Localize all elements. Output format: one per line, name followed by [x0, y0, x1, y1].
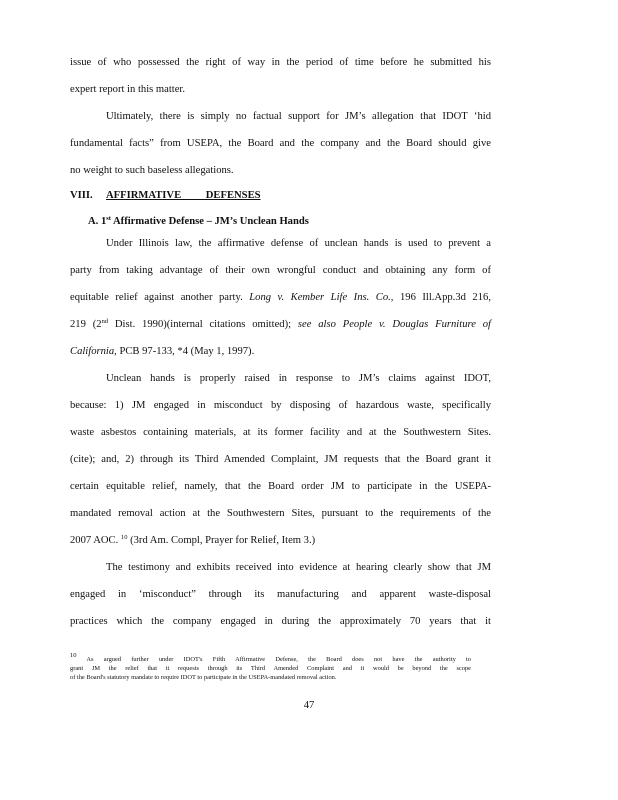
body-line: engaged in ‘misconduct” through its manufacturing and apparent waste-disposal — [70, 589, 491, 600]
section-heading: AFFIRMATIVE DEFENSES — [106, 190, 261, 201]
ordinal-superscript: st — [106, 215, 111, 222]
body-text: Dist. 1990)(internal citations omitted); — [114, 319, 292, 330]
footnote-line — [70, 652, 471, 664]
case-citation: see also People v. Douglas Furniture of — [297, 319, 491, 330]
footnote-line: grant JM the relief that it requests through its Third Amended Complaint and it would be beyond the scope — [70, 665, 471, 672]
footnote-reference: 10 — [120, 534, 128, 541]
body-text: 219 (2 — [70, 319, 102, 330]
footnote-text: As argued further under IDOT's Fifth Affirmative Defense, the Board does not have the authority to — [86, 656, 471, 663]
paragraph-first-line: Under Illinois law, the affirmative defense of unclean hands is used to prevent a — [106, 238, 491, 249]
body-line: party from taking advantage of their own wrongful conduct and obtaining any form of — [70, 265, 491, 276]
body-line: certain equitable relief, namely, that the Board order JM to participate in the USEPA- — [70, 481, 491, 492]
page-number: 47 — [303, 700, 315, 711]
body-line — [70, 291, 491, 305]
body-text: 196 Ill.App.3d 216, — [399, 292, 491, 303]
body-line: expert report in this matter. — [70, 84, 186, 95]
body-line: practices which the company engaged in during the approximately 70 years that it — [70, 616, 491, 627]
body-text: (3rd Am. Compl, Prayer for Relief, Item 3.) — [130, 535, 316, 546]
body-line: no weight to such baseless allegations. — [70, 165, 234, 176]
body-line: waste asbestos containing materials, at its former facility and at the Southwestern Sites. — [70, 427, 491, 438]
body-line: fundamental facts” from USEPA, the Board and the company and the Board should give — [70, 138, 491, 149]
paragraph-first-line: Unclean hands is properly raised in response to JM’s claims against IDOT, — [106, 373, 491, 384]
ordinal-superscript: nd — [101, 318, 109, 325]
case-citation: California — [70, 346, 115, 357]
body-text: 2007 AOC. — [70, 535, 119, 546]
body-text: equitable relief against another party. — [70, 292, 243, 303]
case-citation: Long v. Kember Life Ins. Co., — [249, 292, 394, 303]
subsection-prefix: A. 1 — [88, 216, 107, 227]
body-line: issue of who possessed the right of way in the period of time before he submitted his — [70, 57, 491, 68]
footnote-mark: 10 — [70, 652, 77, 659]
footnote-line: of the Board's statutory mandate to require IDOT to participate in the USEPA-mandated removal action. — [70, 674, 337, 681]
paragraph-first-line: Ultimately, there is simply no factual support for JM’s allegation that IDOT ‘hid — [106, 111, 491, 122]
section-number: VIII. — [70, 190, 93, 201]
body-line — [70, 534, 491, 548]
subsection-title: Affirmative Defense – JM’s Unclean Hands — [113, 216, 309, 227]
subsection-heading — [88, 216, 309, 227]
body-line: (cite); and, 2) through its Third Amended Complaint, JM requests that the Board grant it — [70, 454, 491, 465]
body-line — [70, 318, 491, 332]
body-text: , PCB 97-133, *4 (May 1, 1997). — [114, 346, 255, 357]
paragraph-first-line: The testimony and exhibits received into evidence at hearing clearly show that JM — [106, 562, 491, 573]
body-line — [70, 345, 491, 359]
body-line: mandated removal action at the Southwestern Sites, pursuant to the requirements of the — [70, 508, 491, 519]
body-line: because: 1) JM engaged in misconduct by disposing of hazardous waste, specifically — [70, 400, 491, 411]
